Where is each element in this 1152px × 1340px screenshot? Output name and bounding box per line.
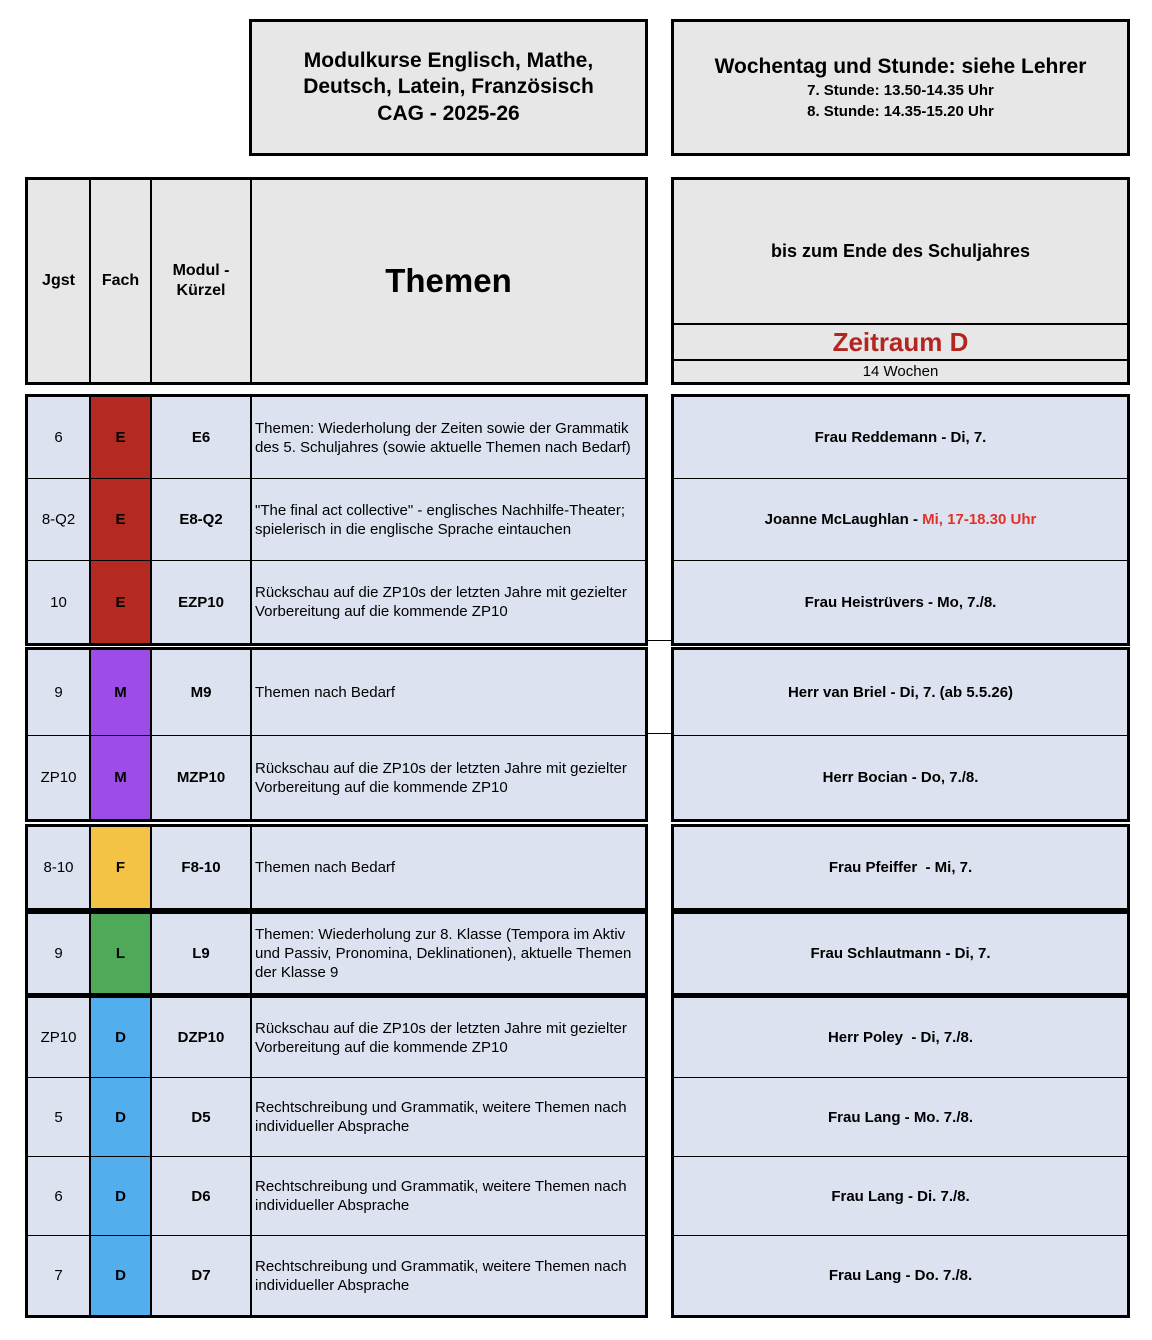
teacher-row: [674, 914, 1127, 993]
period-8-time: 8. Stunde: 14.35-15.20 Uhr: [807, 102, 994, 120]
teacher-schedule: Frau Pfeiffer - Mi, 7.: [828, 859, 973, 876]
table-row: [28, 736, 645, 819]
kuerzel-cell: EZP10: [152, 561, 252, 643]
fach-cell: E: [91, 561, 152, 643]
teacher-group: [671, 647, 1130, 822]
table-row: [28, 650, 645, 736]
fach-cell: F: [91, 827, 152, 908]
jgst-cell: 8-Q2: [28, 479, 91, 560]
kuerzel-cell: D7: [152, 1236, 252, 1315]
header-fach: Fach: [91, 180, 152, 382]
course-group: [25, 824, 648, 911]
teacher-schedule: Herr Poley - Di, 7./8.: [827, 1029, 974, 1046]
course-group: [25, 394, 648, 646]
teacher-group: [671, 824, 1130, 911]
table-row: [28, 914, 645, 993]
fach-cell: D: [91, 1236, 152, 1315]
jgst-cell: 8-10: [28, 827, 91, 908]
period-7-time: 7. Stunde: 13.50-14.35 Uhr: [807, 81, 994, 99]
teacher-schedule-highlight: Mi, 17-18.30 Uhr: [922, 511, 1037, 528]
connector-line: [648, 733, 671, 734]
kuerzel-cell: D5: [152, 1078, 252, 1156]
jgst-cell: 9: [28, 650, 91, 735]
teacher-schedule: Frau Reddemann - Di, 7.: [814, 429, 987, 446]
duration-label: 14 Wochen: [862, 363, 939, 380]
teacher-row: [674, 827, 1127, 908]
fach-cell: M: [91, 650, 152, 735]
jgst-cell: ZP10: [28, 736, 91, 819]
jgst-cell: 6: [28, 1157, 91, 1235]
teacher-row: [674, 650, 1127, 736]
teacher-schedule: Herr Bocian - Do, 7./8.: [822, 769, 979, 786]
teacher-row: [674, 1157, 1127, 1236]
fach-cell: L: [91, 914, 152, 993]
schedule-info-box: [671, 19, 1130, 156]
fach-cell: M: [91, 736, 152, 819]
title-box: [249, 19, 648, 156]
teacher-row: [674, 1078, 1127, 1157]
table-row: [28, 561, 645, 643]
fach-cell: D: [91, 1078, 152, 1156]
teacher-schedule: Frau Lang - Di. 7./8.: [831, 1187, 970, 1205]
course-group: [25, 995, 648, 1318]
table-header: [25, 177, 648, 385]
header-kuerzel-line: Kürzel: [176, 282, 226, 299]
period-note: bis zum Ende des Schuljahres: [674, 180, 1127, 325]
themen-cell: Themen nach Bedarf: [255, 859, 396, 876]
teacher-group: [671, 911, 1130, 996]
kuerzel-cell: F8-10: [152, 827, 252, 908]
jgst-cell: 5: [28, 1078, 91, 1156]
teacher-schedule: Frau Schlautmann - Di, 7.: [810, 945, 991, 962]
themen-cell: Rechtschreibung und Grammatik, weitere Themen nach individueller Absprache: [255, 1257, 627, 1294]
themen-cell: Rückschau auf die ZP10s der letzten Jahre mit gezielter Vorbereitung auf die kommende ZP10: [255, 584, 627, 620]
header-jgst: Jgst: [28, 180, 91, 382]
teacher-row: [674, 479, 1127, 561]
themen-cell: Rückschau auf die ZP10s der letzten Jahre mit gezielter Vorbereitung auf die kommende ZP10: [255, 1019, 627, 1056]
fach-cell: D: [91, 998, 152, 1077]
themen-cell: Themen nach Bedarf: [255, 684, 396, 701]
kuerzel-cell: M9: [152, 650, 252, 735]
themen-cell: Rückschau auf die ZP10s der letzten Jahre mit gezielter Vorbereitung auf die kommende ZP10: [255, 759, 627, 796]
teacher-schedule: Frau Lang - Mo. 7./8.: [827, 1108, 973, 1126]
kuerzel-cell: D6: [152, 1157, 252, 1235]
document-title: [303, 48, 594, 128]
teacher-group: [671, 995, 1130, 1318]
teacher-schedule: Frau Heistrüvers - Mo, 7./8.: [804, 593, 997, 611]
title-line: Modulkurse Englisch, Mathe,: [303, 48, 594, 72]
zeitraum-label: Zeitraum D: [674, 325, 1127, 361]
themen-cell: Themen: Wiederholung der Zeiten sowie der Grammatik des 5. Schuljahres (sowie aktuelle Themen nach Bedarf): [255, 419, 631, 456]
course-group: [25, 911, 648, 996]
course-group: [25, 647, 648, 822]
jgst-cell: 10: [28, 561, 91, 643]
title-line: Deutsch, Latein, Französisch: [303, 75, 594, 99]
table-row: [28, 1157, 645, 1236]
table-row: [28, 397, 645, 479]
teacher-schedule: Herr van Briel - Di, 7. (ab 5.5.26): [787, 684, 1014, 701]
table-row: [28, 998, 645, 1078]
table-row: [28, 827, 645, 908]
kuerzel-cell: L9: [152, 914, 252, 993]
fach-cell: E: [91, 397, 152, 478]
themen-cell: Rechtschreibung und Grammatik, weitere Themen nach individueller Absprache: [255, 1178, 627, 1214]
themen-cell: Themen: Wiederholung zur 8. Klasse (Tempora im Aktiv und Passiv, Pronomina, Deklinationen), aktuelle Themen der Klasse 9: [255, 926, 632, 981]
jgst-cell: ZP10: [28, 998, 91, 1077]
kuerzel-cell: DZP10: [152, 998, 252, 1077]
connector-line: [648, 640, 671, 641]
kuerzel-cell: E8-Q2: [152, 479, 252, 560]
header-kuerzel-line: Modul -: [172, 262, 230, 279]
teacher-row: [674, 736, 1127, 819]
jgst-cell: 9: [28, 914, 91, 993]
themen-cell: "The final act collective" - englisches Nachhilfe-Theater; spielerisch in die englische Sprache eintauchen: [255, 501, 625, 538]
jgst-cell: 7: [28, 1236, 91, 1315]
teacher-group: [671, 394, 1130, 646]
teacher-schedule: Joanne McLaughlan -: [764, 511, 923, 528]
teacher-row: [674, 397, 1127, 479]
schedule-heading: Wochentag und Stunde: siehe Lehrer: [714, 54, 1087, 78]
teacher-row: [674, 561, 1127, 643]
teacher-row: [674, 1236, 1127, 1315]
period-header: [671, 177, 1130, 385]
title-line: CAG - 2025-26: [377, 101, 520, 125]
teacher-schedule: Frau Lang - Do. 7./8.: [828, 1267, 973, 1284]
header-themen: Themen: [385, 262, 512, 299]
themen-cell: Rechtschreibung und Grammatik, weitere Themen nach individueller Absprache: [255, 1099, 627, 1135]
fach-cell: D: [91, 1157, 152, 1235]
table-row: [28, 1078, 645, 1157]
kuerzel-cell: E6: [152, 397, 252, 478]
table-row: [28, 1236, 645, 1315]
jgst-cell: 6: [28, 397, 91, 478]
kuerzel-cell: MZP10: [152, 736, 252, 819]
teacher-row: [674, 998, 1127, 1078]
header-kuerzel: [152, 180, 252, 382]
table-row: [28, 479, 645, 561]
fach-cell: E: [91, 479, 152, 560]
